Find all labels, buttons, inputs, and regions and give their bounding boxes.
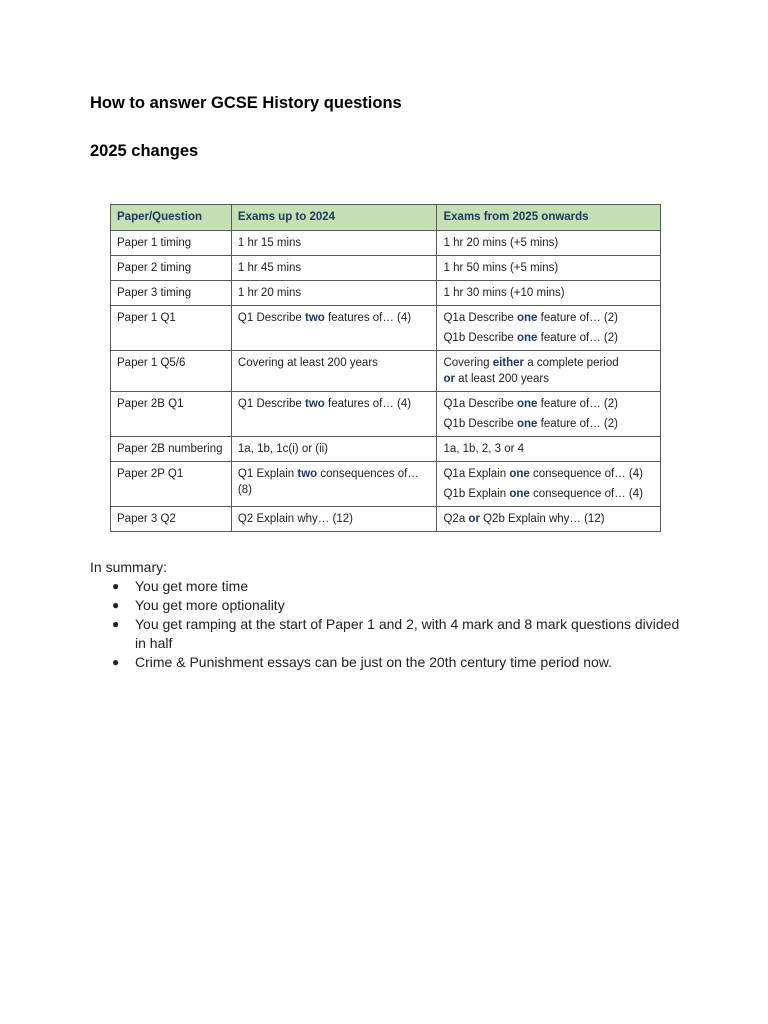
summary-bullet: [90, 653, 690, 672]
summary-bullet-text: You get ramping at the start of Paper 1 and 2, with 4 mark and 8 mark questions divided in half: [135, 616, 680, 651]
bullet-icon: ●: [112, 598, 120, 612]
cell-text: Q1a Describe: [443, 398, 517, 410]
cell-paper: Paper 3 Q2: [111, 507, 232, 532]
bullet-icon: ●: [112, 655, 120, 669]
summary-bullet-text: You get more optionality: [135, 597, 285, 613]
cell-text: Q1b Describe: [443, 332, 517, 344]
cell-text: Q1a Explain: [443, 468, 510, 480]
cell-text: consequences of… (8): [237, 468, 419, 496]
cell-line: [443, 310, 654, 326]
cell-text: Q1 Describe: [237, 312, 306, 324]
cell-line: [238, 441, 431, 457]
cell-line: [443, 285, 654, 301]
cell-from-2025: [437, 462, 661, 507]
cell-up-to-2024: [231, 281, 437, 306]
cell-paper: Paper 2B numbering: [111, 437, 232, 462]
table-row: [111, 306, 661, 351]
highlighted-word: two: [297, 468, 318, 480]
cell-text: 1 hr 30 mins (+10 mins): [443, 287, 565, 299]
cell-line: [443, 441, 654, 457]
cell-text: features of… (4): [324, 398, 412, 410]
summary-bullet: [90, 577, 690, 596]
cell-text: 1 hr 20 mins: [237, 287, 302, 299]
table-header-row: [111, 205, 661, 231]
cell-paper: Paper 2 timing: [111, 256, 232, 281]
cell-text: a complete period: [524, 357, 619, 369]
cell-up-to-2024: [231, 231, 437, 256]
cell-paper: Paper 3 timing: [111, 281, 232, 306]
highlighted-word: or: [468, 513, 480, 525]
summary-list: [90, 577, 690, 672]
cell-text: 1a, 1b, 1c(i) or (ii): [237, 443, 329, 455]
cell-text: feature of… (2): [537, 418, 618, 430]
summary-bullet-text: Crime & Punishment essays can be just on the 20th century time period now.: [135, 654, 613, 670]
summary-bullet-text: You get more time: [135, 578, 249, 594]
cell-paper: Paper 1 Q5/6: [111, 351, 232, 392]
changes-table: [110, 204, 661, 532]
cell-text: Covering: [443, 357, 493, 369]
summary-section: [90, 558, 690, 672]
highlighted-word: either: [492, 357, 525, 369]
cell-text: Q1a Describe: [443, 312, 517, 324]
highlighted-word: one: [517, 398, 538, 410]
cell-line: [238, 511, 431, 527]
summary-intro: In summary:: [90, 559, 168, 575]
cell-text: 1 hr 20 mins (+5 mins): [443, 237, 559, 249]
cell-line: [238, 235, 431, 251]
cell-text: at least 200 years: [454, 373, 549, 385]
cell-text: feature of… (2): [537, 398, 618, 410]
highlighted-word: two: [305, 312, 325, 324]
table-row: [111, 462, 661, 507]
cell-from-2025: [437, 392, 661, 437]
cell-line: [238, 285, 431, 301]
cell-up-to-2024: [231, 462, 437, 507]
cell-line: [443, 486, 654, 502]
summary-bullet: [90, 615, 690, 653]
table-row: [111, 351, 661, 392]
table-row: [111, 507, 661, 532]
cell-line: [443, 330, 654, 346]
cell-from-2025: [437, 231, 661, 256]
table-row: [111, 231, 661, 256]
cell-text: Q1 Explain: [237, 468, 298, 480]
cell-text: Q2 Explain why… (12): [237, 513, 353, 525]
cell-up-to-2024: [231, 256, 437, 281]
cell-text: 1 hr 15 mins: [237, 237, 302, 249]
cell-line: [443, 235, 654, 251]
cell-up-to-2024: [231, 507, 437, 532]
cell-paper: Paper 1 Q1: [111, 306, 232, 351]
cell-text: Covering at least 200 years: [237, 357, 378, 369]
column-header-up-to-2024: Exams up to 2024: [231, 205, 437, 231]
cell-line: [238, 260, 431, 276]
cell-text: Q2b Explain why… (12): [479, 513, 605, 525]
cell-from-2025: [437, 507, 661, 532]
cell-line: [443, 260, 654, 276]
cell-text: features of… (4): [324, 312, 412, 324]
cell-text: Q1 Describe: [237, 398, 306, 410]
cell-line: [238, 466, 431, 498]
cell-line: [443, 371, 654, 387]
cell-from-2025: [437, 256, 661, 281]
cell-text: 1 hr 45 mins: [237, 262, 302, 274]
summary-bullet: [90, 596, 690, 615]
cell-line: [238, 396, 431, 412]
cell-up-to-2024: [231, 351, 437, 392]
cell-line: [443, 511, 654, 527]
cell-line: [443, 396, 654, 412]
table-body: [111, 231, 661, 532]
column-header-from-2025: Exams from 2025 onwards: [437, 205, 661, 231]
highlighted-word: one: [517, 332, 538, 344]
cell-line: [443, 466, 654, 482]
cell-text: feature of… (2): [537, 332, 618, 344]
column-header-paper: Paper/Question: [111, 205, 232, 231]
cell-up-to-2024: [231, 437, 437, 462]
cell-line: [238, 355, 431, 371]
cell-text: consequence of… (4): [529, 488, 643, 500]
cell-paper: Paper 2B Q1: [111, 392, 232, 437]
cell-text: consequence of… (4): [529, 468, 643, 480]
section-heading: 2025 changes: [90, 142, 199, 160]
cell-text: Q1b Describe: [443, 418, 517, 430]
cell-text: 1a, 1b, 2, 3 or 4: [443, 443, 525, 455]
cell-from-2025: [437, 281, 661, 306]
bullet-icon: ●: [112, 579, 120, 593]
table-row: [111, 437, 661, 462]
cell-from-2025: [437, 306, 661, 351]
highlighted-word: two: [305, 398, 325, 410]
document-title: How to answer GCSE History questions: [90, 94, 402, 112]
highlighted-word: one: [517, 418, 538, 430]
cell-line: [443, 355, 654, 371]
cell-line: [238, 310, 431, 326]
cell-text: 1 hr 50 mins (+5 mins): [443, 262, 559, 274]
highlighted-word: one: [509, 468, 530, 480]
table-row: [111, 281, 661, 306]
cell-paper: Paper 2P Q1: [111, 462, 232, 507]
cell-text: feature of… (2): [537, 312, 618, 324]
cell-up-to-2024: [231, 306, 437, 351]
table-row: [111, 392, 661, 437]
highlighted-word: one: [509, 488, 530, 500]
cell-from-2025: [437, 351, 661, 392]
table-row: [111, 256, 661, 281]
bullet-icon: ●: [112, 617, 120, 631]
cell-text: Q2a: [443, 513, 469, 525]
cell-text: Q1b Explain: [443, 488, 510, 500]
cell-line: [443, 416, 654, 432]
cell-from-2025: [437, 437, 661, 462]
cell-paper: Paper 1 timing: [111, 231, 232, 256]
highlighted-word: one: [517, 312, 538, 324]
highlighted-word: or: [443, 373, 455, 385]
cell-up-to-2024: [231, 392, 437, 437]
